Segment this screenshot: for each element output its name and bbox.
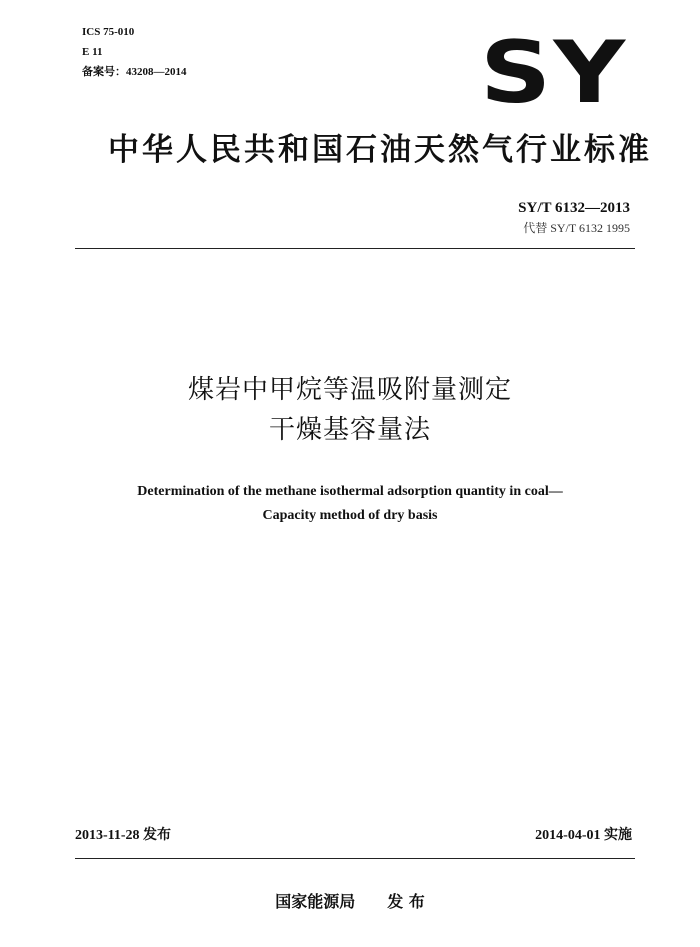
english-title-line1: Determination of the methane isothermal adsorption quantity in coal— <box>137 484 563 499</box>
replaces-note: 代替 SY/T 6132 1995 <box>523 221 630 235</box>
category-code: E 11 <box>82 46 103 58</box>
filing-number: 备案号：43208—2014 <box>82 66 187 78</box>
chinese-title-line1: 煤岩中甲烷等温吸附量测定 <box>187 375 512 405</box>
chinese-title <box>0 370 700 450</box>
issuer-action: 发 布 <box>387 892 425 911</box>
sy-logo: SY <box>480 23 628 123</box>
issue-date: 2013-11-28 发布 <box>75 828 172 843</box>
top-divider <box>75 248 635 249</box>
english-title <box>0 480 700 528</box>
chinese-title-line2: 干燥基容量法 <box>268 415 431 445</box>
organization-title: 中华人民共和国石油天然气行业标准 <box>108 132 652 168</box>
ics-code: ICS 75-010 <box>82 26 135 38</box>
issuer-name: 国家能源局 <box>275 892 356 911</box>
header-meta <box>82 22 187 82</box>
bottom-divider <box>75 858 635 859</box>
standard-code: SY/T 6132—2013 <box>518 200 630 216</box>
standard-number-block <box>518 198 630 238</box>
issuer-line <box>0 890 700 914</box>
effective-date: 2014-04-01 实施 <box>535 828 632 843</box>
english-title-line2: Capacity method of dry basis <box>262 508 438 523</box>
